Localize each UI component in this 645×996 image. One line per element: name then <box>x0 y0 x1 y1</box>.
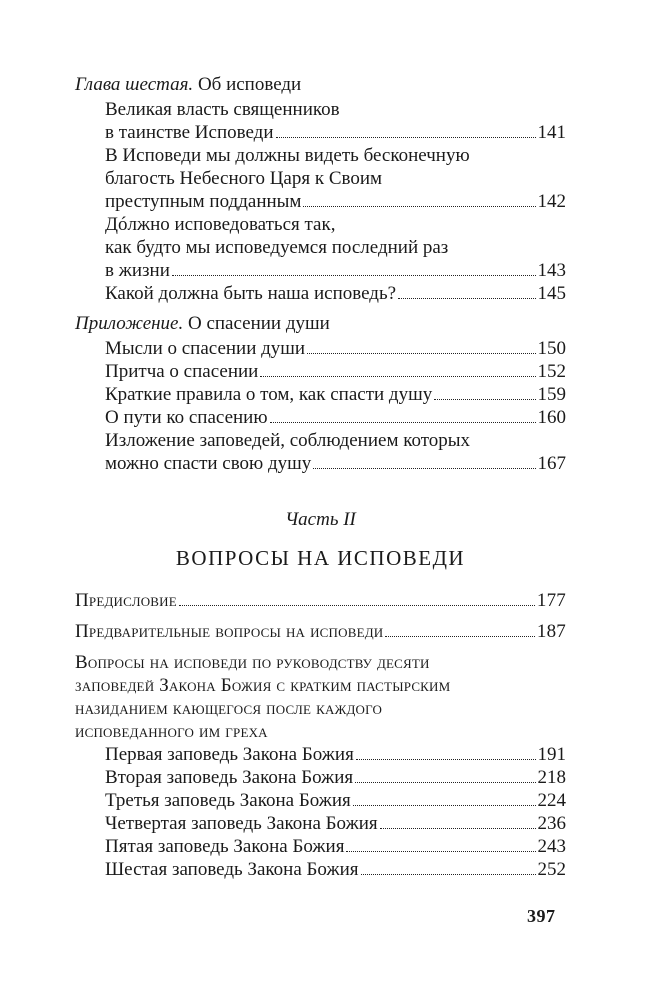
dot-leader <box>353 805 536 806</box>
toc-entry-177[interactable] <box>75 589 566 612</box>
toc-entry-191[interactable] <box>75 743 566 766</box>
part2-heading: ВОПРОСЫ НА ИСПОВЕДИ <box>175 546 466 570</box>
entry-line: Дóлжно исповедоваться так, <box>105 214 336 235</box>
entry-page: 141 <box>537 122 566 143</box>
toc-entry-252[interactable] <box>75 858 566 881</box>
entry-title: в жизни <box>105 260 170 281</box>
chapter6-title: Об исповеди <box>193 74 302 95</box>
entry-title: Притча о спасении <box>105 361 259 382</box>
entry-line: Великая власть священников <box>105 99 340 120</box>
dot-leader <box>398 298 535 299</box>
entry-line: Изложение заповедей, соблюдением которых <box>105 430 471 451</box>
heading-line: исповеданного им греха <box>75 721 268 742</box>
entry-line: благость Небесного Царя к Своим <box>105 168 383 189</box>
dot-leader <box>307 353 535 354</box>
toc-entry-152[interactable] <box>75 360 566 383</box>
entry-page: 224 <box>537 790 566 811</box>
entry-title: можно спасти свою душу <box>105 453 312 474</box>
entry-title: Какой должна быть наша исповедь? <box>105 283 397 304</box>
entry-page: 145 <box>537 283 566 304</box>
dot-leader <box>380 828 536 829</box>
dot-leader <box>303 206 535 207</box>
dot-leader <box>434 399 535 400</box>
heading-line: заповедей Закона Божия с кратким пастырским <box>75 675 451 696</box>
part2-title: Часть II <box>285 509 356 530</box>
entry-page: 160 <box>537 407 566 428</box>
entry-title: Четвертая заповедь Закона Божия <box>105 813 378 834</box>
toc-entry-142[interactable] <box>75 144 566 213</box>
entry-title: Первая заповедь Закона Божия <box>105 744 354 765</box>
dot-leader <box>346 851 535 852</box>
dot-leader <box>179 605 535 606</box>
dot-leader <box>361 874 536 875</box>
entry-page: 243 <box>537 836 566 857</box>
dot-leader <box>385 636 534 637</box>
entry-page: 150 <box>537 338 566 359</box>
toc-entry-160[interactable] <box>75 406 566 429</box>
chapter6-label: Глава шестая. <box>75 74 194 95</box>
dot-leader <box>270 422 536 423</box>
entry-page: 142 <box>537 191 566 212</box>
entry-title: Предисловие <box>75 590 177 611</box>
toc-entry-187[interactable] <box>75 620 566 643</box>
dot-leader <box>276 137 536 138</box>
entry-page: 187 <box>536 621 566 642</box>
toc-entry-236[interactable] <box>75 812 566 835</box>
entry-title: Пятая заповедь Закона Божия <box>105 836 345 857</box>
entry-page: 252 <box>537 859 566 880</box>
entry-line: В Исповеди мы должны видеть бесконечную <box>105 145 470 166</box>
entry-page: 152 <box>537 361 566 382</box>
entry-title: О пути ко спасению <box>105 407 268 428</box>
entry-title: Шестая заповедь Закона Божия <box>105 859 359 880</box>
entry-title: Предварительные вопросы на исповеди <box>75 621 384 642</box>
toc-entry-243[interactable] <box>75 835 566 858</box>
toc-entry-159[interactable] <box>75 383 566 406</box>
chapter6-heading <box>75 74 566 96</box>
entry-title: преступным подданным <box>105 191 302 212</box>
toc-entry-150[interactable] <box>75 337 566 360</box>
toc-entry-224[interactable] <box>75 789 566 812</box>
toc-entry-141[interactable] <box>75 98 566 144</box>
appendix-title: О спасении души <box>183 313 330 334</box>
entry-page: 143 <box>537 260 566 281</box>
entry-page: 218 <box>537 767 566 788</box>
page-number: 397 <box>527 906 556 926</box>
toc-entry-218[interactable] <box>75 766 566 789</box>
appendix-heading <box>75 313 566 335</box>
entry-page: 159 <box>537 384 566 405</box>
toc-entry-167[interactable] <box>75 429 566 475</box>
dot-leader <box>355 782 535 783</box>
dot-leader <box>356 759 536 760</box>
appendix-label: Приложение. <box>75 313 184 334</box>
dot-leader <box>172 275 536 276</box>
entry-title: Мысли о спасении души <box>105 338 306 359</box>
entry-line: как будто мы исповедуемся последний раз <box>105 237 449 258</box>
heading-line: назиданием кающегося после каждого <box>75 698 383 719</box>
toc-page <box>75 74 566 881</box>
toc-entry-143[interactable] <box>75 213 566 282</box>
entry-title: Вторая заповедь Закона Божия <box>105 767 354 788</box>
entry-title: Третья заповедь Закона Божия <box>105 790 351 811</box>
entry-page: 177 <box>536 590 566 611</box>
dot-leader <box>260 376 535 377</box>
questions-section-heading <box>75 651 566 743</box>
entry-page: 191 <box>537 744 566 765</box>
dot-leader <box>313 468 535 469</box>
entry-title: в таинстве Исповеди <box>105 122 274 143</box>
heading-line: Вопросы на исповеди по руководству десяти <box>75 652 430 673</box>
entry-page: 167 <box>537 453 566 474</box>
entry-title: Краткие правила о том, как спасти душу <box>105 384 433 405</box>
toc-entry-145[interactable] <box>75 282 566 305</box>
entry-page: 236 <box>537 813 566 834</box>
